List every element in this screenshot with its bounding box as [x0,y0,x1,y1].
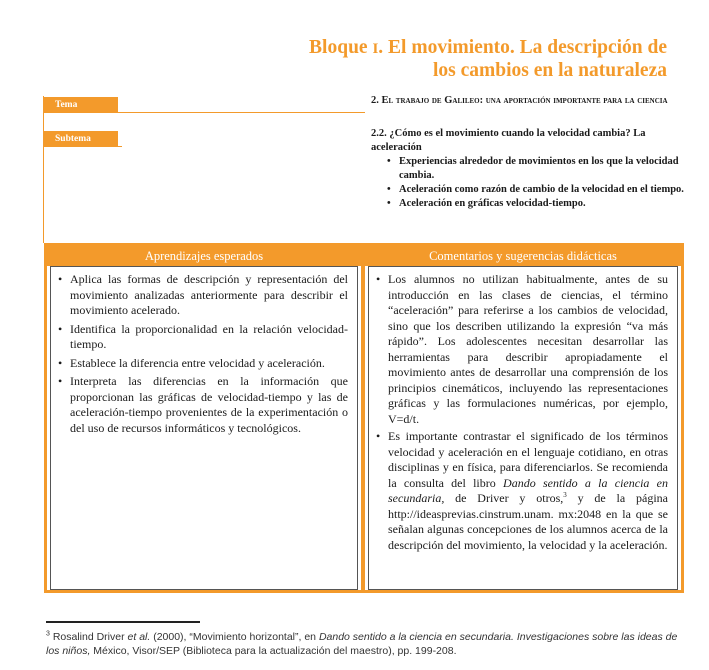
list-item: • Aplica las formas de descripción y representación del movimiento analizadas anteriormente para describir el movimiento acelerado. [58,272,348,319]
subtema-underline [118,146,122,147]
content-table [44,243,684,593]
page-title [107,37,667,81]
subtema-list [371,155,686,211]
footnote-ref: 3 [563,491,567,499]
page-title-line2: los cambios en la naturaleza [433,60,667,81]
footnote-rule [46,621,200,623]
column-separator [361,246,365,590]
list-item: • Interpreta las diferencias en la información que proporcionan las gráficas de velocidad-tiempo y las de aceleración-tiempo provenientes de la experimentación o del uso de recursos informáticos y tecnológicos. [58,374,348,436]
list-item: • Establece la diferencia entre velocidad y aceleración. [58,356,348,372]
col1-header: Aprendizajes esperados [47,246,361,266]
tema-label: Tema [43,97,118,113]
list-item: • Es importante contrastar el significado de los términos velocidad y aceleración en el lenguaje cotidiano, en otras disciplinas y en física, para diferenciarlos. Se recomienda la consulta del libro Dando sentido a la ciencia en secundaria, de Driver y otros,$^3$ y de la página http://ideasprevias.cinstrum.unam. mx:2048 en la que se señalan algunas concepciones de los alumnos acerca de la descripción del movimiento, la velocidad y la aceleración. [376,429,668,553]
book-title: Dando sentido a la ciencia en secundaria, [388,475,668,505]
comentarios-cell [368,266,678,590]
list-item: • Aceleración como razón de cambio de la velocidad en el tiempo. [387,183,686,197]
list-item: • Aceleración en gráficas velocidad-tiempo. [387,197,686,211]
subtema-heading: 2.2. ¿Cómo es el movimiento cuando la velocidad cambia? La aceleración [371,128,646,153]
footnote: $^3$ Rosalind Driver et al. (2000), “Movimiento horizontal”, en Dando sentido a la ciencia en secundaria. Investigaciones sobre las ideas de los niños, México, Visor/SEP (Biblioteca para la actualización del maestro), pp. 199-208. [46,630,678,657]
tema-underline [118,112,365,113]
aprendizajes-cell [50,266,358,590]
col2-header: Comentarios y sugerencias didácticas [365,246,681,266]
list-item: • Los alumnos no utilizan habitualmente, antes de su introducción en las clases de ciencias, el término “aceleración” para referirse a los cambios de velocidad, sino que los describen utilizando la expresión “va más rápido”. Los adolescentes necesitan desarrollar las herramientas para describir apropiadamente el movimiento antes de desarrollar una comprensión de los principios cinemáticos, incluyendo las representaciones gráficas y las formulaciones numéricas, por ejemplo, V=d/t. [376,272,668,427]
tema-text: 2. El trabajo de Galileo: una aportación importante para la ciencia [371,95,668,106]
list-item: • Identifica la proporcionalidad en la relación velocidad-tiempo. [58,322,348,353]
left-border-line [43,96,44,243]
page-title-line1: Bloque I. El movimiento. La descripción de [309,37,667,58]
subtema-block [371,127,686,211]
list-item: • Experiencias alrededor de movimientos en los que la velocidad cambia. [387,155,686,183]
subtema-label: Subtema [43,131,118,147]
